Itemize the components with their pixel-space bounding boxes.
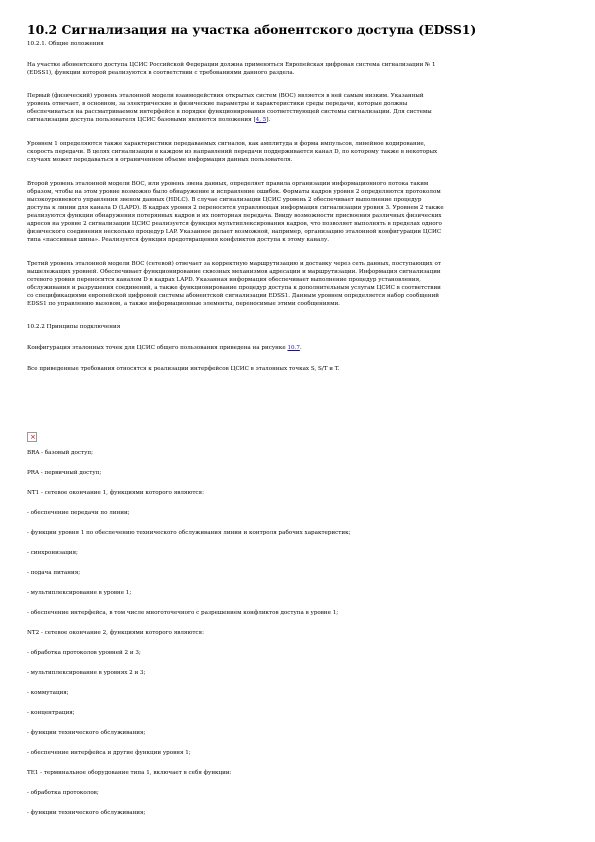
text-line (27, 650, 141, 657)
text-line (27, 345, 302, 352)
text-line (27, 750, 191, 757)
text-line (27, 237, 329, 244)
text-line (27, 790, 99, 797)
text-line (27, 730, 145, 737)
text-line-content: PRA - первичный доступ; (27, 470, 102, 476)
text-line-suffix: ]. (266, 117, 271, 123)
text-line (27, 610, 338, 617)
text-line (27, 197, 421, 204)
text-line-content: NT2 - сетевое окончание 2, функциями которого являются: (27, 630, 204, 636)
text-line-content: сетевого уровня переносится каналом D в кадрах LAPD. Указанная информация обеспечивает выполнение процедур установления, (27, 277, 421, 283)
text-line (27, 690, 69, 697)
text-line-content: - обеспечение интерфейса и другие функции уровня 1; (27, 750, 191, 756)
text-line-content: физического соединения несколько процедур LAP. Указанное делает возможной, например, организацию эталонной конфигурации ЦСИС (27, 229, 442, 235)
text-line-content: BRA - базовый доступ; (27, 450, 93, 456)
text-line (27, 277, 421, 284)
text-line-content: - функции технического обслуживания; (27, 810, 146, 816)
text-line-content: - функции уровня 1 по обеспечению технического обслуживания линии и контроля рабочих характеристик; (27, 530, 351, 536)
text-line (27, 770, 232, 777)
text-line (27, 109, 432, 116)
text-line (27, 366, 339, 373)
text-line (27, 41, 104, 48)
text-line-content: - обеспечение передачи по линии; (27, 510, 130, 516)
text-line-content: обслуживания и разрушения соединений, а также функционирование процедур доступа к дополнительным услугам ЦСИС в соответствии (27, 285, 441, 291)
text-line-content: Третий уровень эталонной модели ВОС (сетевой) отвечает за корректную маршрутизацию и доставку через сеть данных, поступающих от (27, 261, 441, 267)
text-line-content: - синхронизация; (27, 550, 78, 556)
text-line-content: NT1 - сетевое окончание 1, функциями которого являются: (27, 490, 204, 496)
text-line (27, 62, 436, 69)
text-line-content: - обработка протоколов уровней 2 и 3; (27, 650, 141, 656)
text-line (27, 269, 441, 276)
text-line (27, 293, 439, 300)
text-line (27, 149, 437, 156)
text-line-content: Все приведенные требования относятся к реализации интерфейсов ЦСИС в эталонных точках S, S/T и T. (27, 366, 340, 372)
text-line (27, 570, 80, 577)
text-line-content: - концентрация; (27, 710, 75, 716)
text-line-content: уровень отвечает, в основном, за электрические и физические параметры и характеристики среды передачи, которые должны (27, 101, 408, 107)
text-line (27, 590, 131, 597)
text-line (27, 229, 441, 236)
text-line (27, 285, 441, 292)
text-line-content: сигнализации доступа пользователя ЦСИС базовыми являются положения [ (27, 117, 256, 123)
text-line-suffix: . (299, 345, 302, 351)
text-line-content: 10.2.1. Общие положения (27, 41, 104, 47)
text-line (27, 181, 428, 188)
text-line-content: высокоуровневого управления звеном данных (HDLC). В случае сигнализации ЦСИС уровень 2 обеспечивает выполнение процедур (27, 197, 422, 203)
text-line (27, 157, 292, 164)
text-line (27, 117, 270, 124)
text-line (27, 324, 120, 331)
text-line (27, 470, 101, 477)
text-line-content: скорость передачи. В целях сигнализации в каждом из направлений передачи поддерживается канал D, по которому также в некоторых (27, 149, 438, 155)
text-line-content: Второй уровень эталонной модели ВОС, или уровень звена данных, определяет правила организации информационного потока таким (27, 181, 429, 187)
text-line (27, 490, 204, 497)
text-line-content: На участке абонентского доступа ЦСИС Российской Федерации должна применяться Европейская цифровая система сигнализации № 1 (27, 62, 436, 68)
text-line (27, 301, 340, 308)
text-line-content: (EDSS1), функции которой реализуются в соответствии с требованиями данного раздела. (27, 70, 295, 76)
text-line-content: обеспечиваться на рассматриваемом интерфейсе в порядке функционирования соответствующей системы сигнализации. Для системы (27, 109, 432, 115)
text-line-content: - подача питания; (27, 570, 81, 576)
reference-link[interactable]: 4, 5 (255, 117, 267, 123)
text-line (27, 213, 442, 220)
text-line-content: типа «пассивная шина». Реализуется функция предотвращения конфликтов доступа к этому каналу. (27, 237, 330, 243)
text-line-content: - функции технического обслуживания; (27, 730, 146, 736)
broken-image-icon[interactable]: × (27, 432, 37, 442)
text-line-content: Конфигурация эталонных точек для ЦСИС общего пользования приведена на рисунке (27, 345, 288, 351)
text-line (27, 550, 78, 557)
text-line-content: со спецификациями европейской цифровой системы абонентской сигнализации EDSS1. Данным уровнем определяется набор сообщений (27, 293, 440, 299)
text-line-content: доступа к линии для канала D (LAPD). В кадрах уровня 2 переносятся управляющая информация сигнализации уровня 3. Уровнем 2 также (27, 205, 444, 211)
text-line (27, 810, 145, 817)
text-line (27, 189, 441, 196)
text-line-content: TE1 - терминальное оборудование типа 1, включает в себя функции: (27, 770, 232, 776)
text-line (27, 93, 424, 100)
text-line-content: Первый (физический) уровень эталонной модели взаимодействия открытых систем (ВОС) является в ней самым низким. Указанный (27, 93, 424, 99)
text-line (27, 205, 444, 212)
text-line-content: EDSS1 по управлению вызовом, а также информационные элементы, переносимые этими сообщениями. (27, 301, 340, 307)
text-line-content: образом, чтобы на этом уровне возможно было обнаружение и исправление ошибок. Форматы кадров уровня 2 определяются протоколом (27, 189, 441, 195)
text-line-content: случаях может передаваться в ограниченном объеме информация данных пользователя. (27, 157, 293, 163)
text-line (27, 510, 130, 517)
text-line (27, 141, 426, 148)
text-line-content: - обработка протоколов; (27, 790, 99, 796)
text-line (27, 450, 93, 457)
text-line-content: - мультиплексирование в уровне 1; (27, 590, 132, 596)
text-line (27, 261, 441, 268)
text-line (27, 710, 75, 717)
text-line (27, 101, 407, 108)
reference-link[interactable]: 10.7 (287, 345, 300, 351)
text-line-content: 10.2.2 Принципы подключения (27, 324, 121, 330)
text-line (27, 221, 442, 228)
text-line-content: вышележащих уровней. Обеспечивает функционирование сквозных механизмов адресации и маршрутизации. Информация сигнализации (27, 269, 441, 275)
text-line (27, 630, 204, 637)
text-line-content: реализуются функции обнаружения потерянных кадров и их повторная передача. Ввиду возможности присвоения различных физических (27, 213, 442, 219)
text-line (27, 70, 294, 77)
text-line-content: - обеспечение интерфейса, в том числе многоточечного с разрешением конфликтов доступа в уровне 1; (27, 610, 339, 616)
text-line-content: - коммутация; (27, 690, 69, 696)
page-title: 10.2 Сигнализация на участка абонентского доступа (EDSS1) (27, 22, 477, 37)
text-line (27, 670, 145, 677)
text-line (27, 530, 351, 537)
text-line-content: Уровнем 1 определяются также характеристики передаваемых сигналов, как амплитуда и форма импульсов, линейное кодирование, (27, 141, 426, 147)
text-line-content: адресов на уровне 2 сигнализации ЦСИС реализуется функция мультиплексирования кадров, что позволяет выполнять в пределах одного (27, 221, 442, 227)
text-line-content: - мультиплексирование в уровнях 2 и 3; (27, 670, 146, 676)
